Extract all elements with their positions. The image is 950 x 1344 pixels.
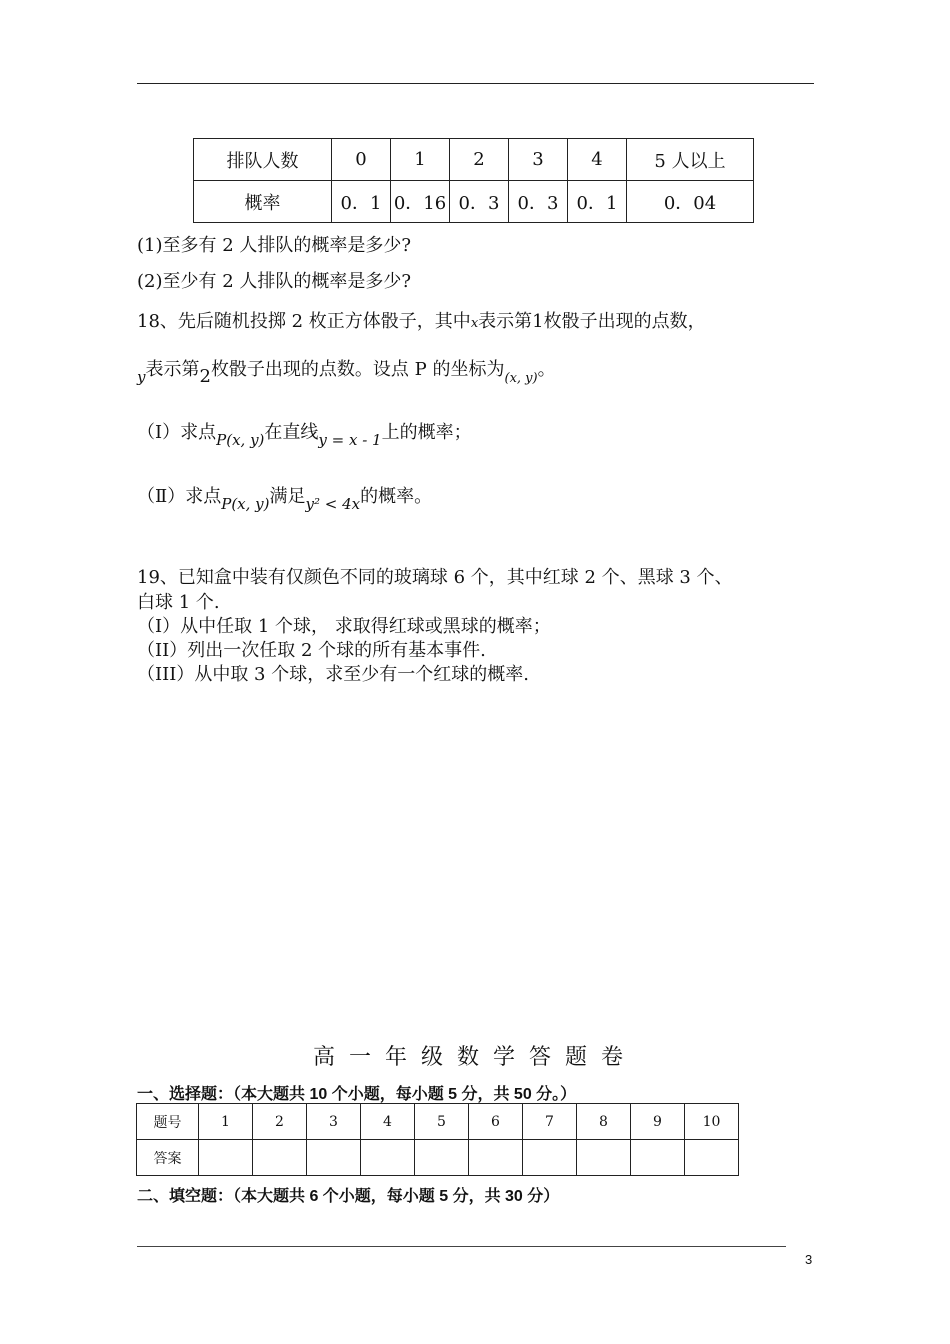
math-point: (x, y) bbox=[504, 371, 538, 386]
q18-text: （Ⅱ）求点 bbox=[137, 486, 222, 507]
q19-line2: 白球 1 个. bbox=[137, 592, 220, 613]
table-cell: 10 bbox=[685, 1104, 739, 1140]
table-row bbox=[194, 139, 754, 181]
answer-box[interactable] bbox=[361, 1140, 415, 1176]
q18-text: 表示第 bbox=[145, 359, 200, 380]
table-cell: 0．3 bbox=[509, 181, 568, 223]
q18-text: 18、先后随机投掷 2 枚正方体骰子，其中 bbox=[137, 311, 471, 332]
table-row bbox=[194, 181, 754, 223]
footer-rule bbox=[137, 1246, 786, 1247]
q18-text: 在直线 bbox=[264, 422, 319, 443]
q18-text: 枚骰子出现的点数。设点 P 的坐标为 bbox=[210, 359, 505, 380]
table-row bbox=[137, 1140, 739, 1176]
q18-line1 bbox=[137, 307, 706, 333]
section2-heading: 二、填空题：（本大题共 6 个小题，每小题 5 分，共 30 分） bbox=[137, 1188, 560, 1205]
table-cell: 1 bbox=[199, 1104, 253, 1140]
table-cell: 0．1 bbox=[568, 181, 627, 223]
answer-box[interactable] bbox=[523, 1140, 577, 1176]
math-point-p: P(x, y) bbox=[221, 495, 270, 513]
answer-grid bbox=[136, 1103, 739, 1176]
answer-box[interactable] bbox=[199, 1140, 253, 1176]
math-inequality: y² < 4x bbox=[305, 495, 361, 513]
table-cell: 排队人数 bbox=[194, 139, 332, 181]
table-cell: 2 bbox=[450, 139, 509, 181]
answer-box[interactable] bbox=[631, 1140, 685, 1176]
q18-line2 bbox=[137, 355, 556, 387]
math-x: x bbox=[470, 316, 479, 331]
table-cell: 5 bbox=[415, 1104, 469, 1140]
answer-box[interactable] bbox=[577, 1140, 631, 1176]
table-cell: 答案 bbox=[137, 1140, 199, 1176]
table-cell: 6 bbox=[469, 1104, 523, 1140]
q18-part1 bbox=[137, 418, 472, 449]
q19-line5: （III）从中取 3 个球，求至少有一个红球的概率. bbox=[137, 664, 529, 685]
table-cell: 0．1 bbox=[332, 181, 391, 223]
table-cell: 0 bbox=[332, 139, 391, 181]
math-two: 2 bbox=[199, 366, 211, 387]
table-cell: 0．04 bbox=[627, 181, 754, 223]
q19-line1: 19、已知盒中装有仅颜色不同的玻璃球 6 个，其中红球 2 个、黑球 3 个、 bbox=[137, 567, 733, 588]
table-cell: 4 bbox=[568, 139, 627, 181]
answer-box[interactable] bbox=[415, 1140, 469, 1176]
answer-box[interactable] bbox=[685, 1140, 739, 1176]
section1-heading: 一、选择题：（本大题共 10 个小题，每小题 5 分，共 50 分。） bbox=[137, 1086, 577, 1103]
table-cell: 9 bbox=[631, 1104, 685, 1140]
table-cell: 8 bbox=[577, 1104, 631, 1140]
answer-box[interactable] bbox=[307, 1140, 361, 1176]
table-row bbox=[137, 1104, 739, 1140]
table-cell: 1 bbox=[391, 139, 450, 181]
table-cell: 7 bbox=[523, 1104, 577, 1140]
q18-part2 bbox=[137, 482, 433, 513]
q18-text: 满足 bbox=[269, 486, 306, 507]
math-y: y bbox=[137, 368, 146, 386]
q18-text: 。 bbox=[537, 359, 556, 380]
q18-text: 上的概率； bbox=[381, 422, 472, 443]
q18-text: （Ⅰ）求点 bbox=[137, 422, 217, 443]
answer-sheet-title: 高一年级数学答题卷 bbox=[312, 1045, 637, 1070]
q17-part1: (1)至多有 2 人排队的概率是多少? bbox=[137, 235, 412, 256]
q19-line3: （I）从中任取 1 个球， 求取得红球或黑球的概率； bbox=[137, 616, 551, 637]
table-cell: 0．3 bbox=[450, 181, 509, 223]
table-cell: 2 bbox=[253, 1104, 307, 1140]
table-cell: 5 人以上 bbox=[627, 139, 754, 181]
table-cell: 概率 bbox=[194, 181, 332, 223]
queue-probability-table bbox=[193, 138, 754, 223]
q17-part2: (2)至少有 2 人排队的概率是多少? bbox=[137, 271, 412, 292]
table-cell: 4 bbox=[361, 1104, 415, 1140]
math-point-p: P(x, y) bbox=[216, 431, 265, 449]
math-line-equation: y = x - 1 bbox=[318, 431, 382, 449]
table-cell: 0．16 bbox=[391, 181, 450, 223]
table-cell: 题号 bbox=[137, 1104, 199, 1140]
answer-box[interactable] bbox=[253, 1140, 307, 1176]
table-cell: 3 bbox=[509, 139, 568, 181]
q19-line4: （II）列出一次任取 2 个球的所有基本事件. bbox=[137, 640, 486, 661]
table-cell: 3 bbox=[307, 1104, 361, 1140]
q18-text: 的概率。 bbox=[360, 486, 433, 507]
page-number: 3 bbox=[805, 1252, 813, 1267]
q18-text: 表示第1枚骰子出现的点数， bbox=[478, 311, 706, 332]
answer-box[interactable] bbox=[469, 1140, 523, 1176]
header-rule bbox=[137, 83, 814, 84]
